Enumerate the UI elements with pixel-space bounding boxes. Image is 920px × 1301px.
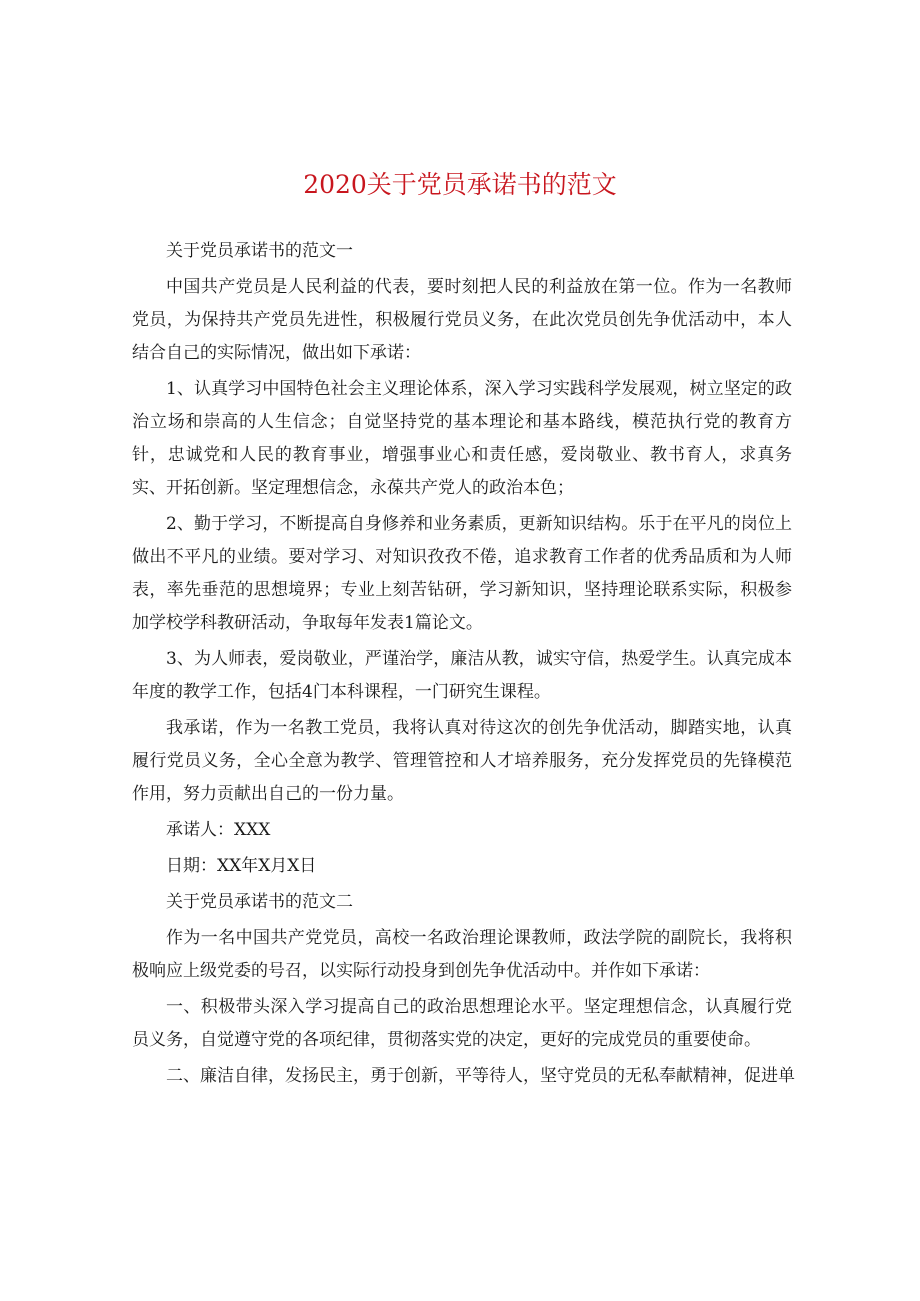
date-line: 日期：XX年X月X日 xyxy=(166,856,317,876)
document-body xyxy=(132,235,795,1096)
paragraph-pledge: 我承诺，作为一名教工党员，我将认真对待这次的创先争优活动，脚踏实地，认真履行党员义务，全心全意为教学、管理管控和人才培养服务，充分发挥党员的先锋模范作用，努力贡献出自己的一份力量。 xyxy=(132,718,792,804)
paragraph-intro: 中国共产党员是人民利益的代表，要时刻把人民的利益放在第一位。作为一名教师党员，为保持共产党员先进性，积极履行党员义务，在此次党员创先争优活动中，本人结合自己的实际情况，做出如下承诺： xyxy=(132,277,792,363)
document-title: 2020关于党员承诺书的范文 xyxy=(303,170,617,199)
paragraph-intro-2: 作为一名中国共产党党员，高校一名政治理论课教师，政法学院的副院长，我将积极响应上级党委的号召，以实际行动投身到创先争优活动中。并作如下承诺： xyxy=(132,928,792,981)
section-heading-2: 关于党员承诺书的范文二 xyxy=(166,892,353,912)
paragraph-item-2-2: 二、廉洁自律，发扬民主，勇于创新，平等待人，坚守党员的无私奉献精神，促进单 xyxy=(166,1066,795,1086)
paragraph-item-2: 2、勤于学习，不断提高自身修养和业务素质，更新知识结构。乐于在平凡的岗位上做出不平凡的业绩。要对学习、对知识孜孜不倦，追求教育工作者的优秀品质和为人师表，率先垂范的思想境界；专业上刻苦钻研，学习新知识，坚持理论联系实际，积极参加学校学科教研活动，争取每年发表1篇论文。 xyxy=(132,514,792,633)
paragraph-item-1: 1、认真学习中国特色社会主义理论体系，深入学习实践科学发展观，树立坚定的政治立场和崇高的人生信念；自觉坚持党的基本理论和基本路线，模范执行党的教育方针，忠诚党和人民的教育事业，增强事业心和责任感，爱岗敬业、教书育人，求真务实、开拓创新。坚定理想信念，永葆共产党人的政治本色； xyxy=(132,379,792,498)
signatory-line: 承诺人：XXX xyxy=(166,820,271,840)
paragraph-item-2-1: 一、积极带头深入学习提高自己的政治思想理论水平。坚定理想信念，认真履行党员义务，自觉遵守党的各项纪律，贯彻落实党的决定，更好的完成党员的重要使命。 xyxy=(132,997,792,1050)
section-heading-1: 关于党员承诺书的范文一 xyxy=(166,241,353,261)
paragraph-item-3: 3、为人师表，爱岗敬业，严谨治学，廉洁从教，诚实守信，热爱学生。认真完成本年度的教学工作，包括4门本科课程，一门研究生课程。 xyxy=(132,649,792,702)
